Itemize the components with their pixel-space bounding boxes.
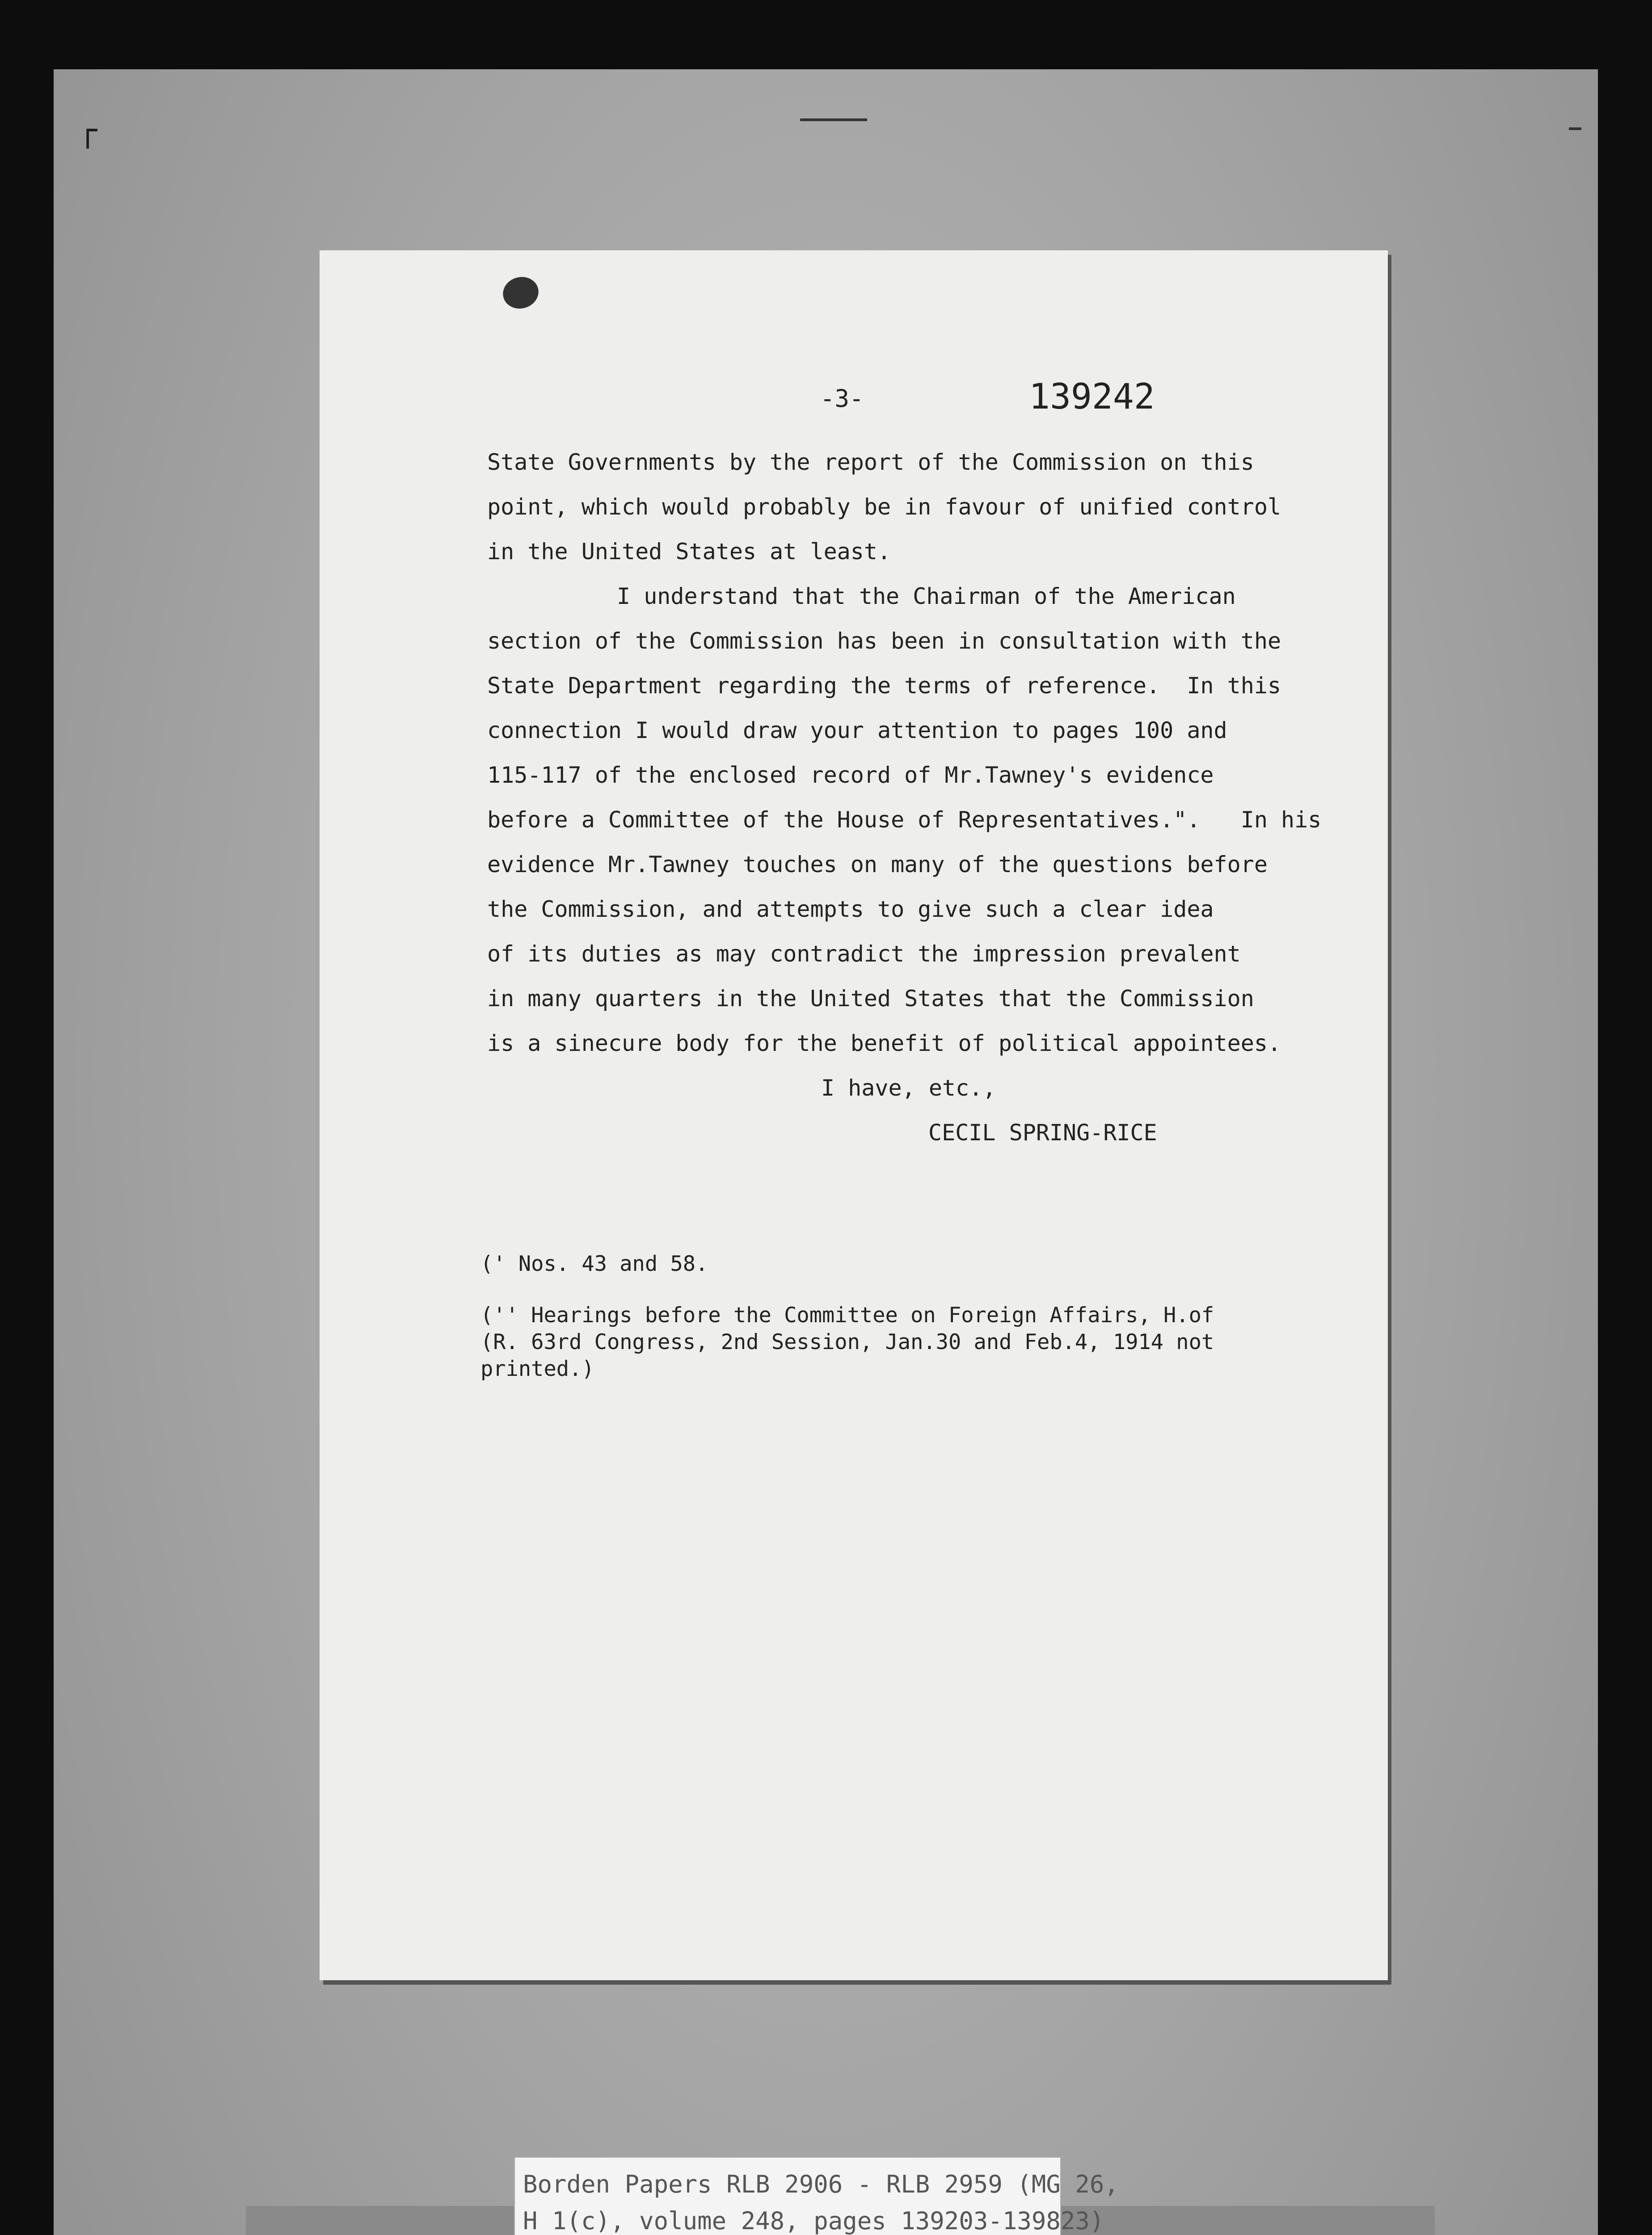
body-line: before a Committee of the House of Representatives.". In his — [487, 807, 1322, 833]
document-number: 139242 — [1029, 377, 1155, 417]
footnote: printed.) — [480, 1357, 594, 1381]
body-line: section of the Commission has been in consultation with the — [487, 628, 1281, 654]
reference-line: Borden Papers RLB 2906 - RLB 2959 (MG 26, — [523, 2170, 1119, 2198]
page-number: -3- — [820, 384, 864, 413]
body-line: the Commission, and attempts to give such a clear idea — [487, 896, 1214, 922]
edge-mark — [1569, 127, 1581, 130]
footnote: (R. 63rd Congress, 2nd Session, Jan.30 and Feb.4, 1914 not — [480, 1330, 1214, 1354]
body-line: State Governments by the report of the Commission on this — [487, 449, 1254, 475]
footnote: (' Nos. 43 and 58. — [480, 1252, 708, 1276]
body-line: of its duties as may contradict the impression prevalent — [487, 941, 1241, 967]
footnote: ('' Hearings before the Committee on Foreign Affairs, H.of — [480, 1303, 1214, 1328]
body-line: connection I would draw your attention to pages 100 and — [487, 717, 1227, 743]
reference-label — [514, 2157, 1119, 2235]
body-line: point, which would probably be in favour of unified control — [487, 494, 1281, 520]
punch-hole — [499, 273, 542, 312]
corner-mark: ┌ — [78, 112, 97, 148]
reference-line: H 1(c), volume 248, pages 139203-139823) — [523, 2207, 1104, 2235]
body-line: State Department regarding the terms of reference. In this — [487, 673, 1281, 699]
body-line: 115-117 of the enclosed record of Mr.Tawney's evidence — [487, 762, 1214, 788]
body-line: in many quarters in the United States that the Commission — [487, 986, 1254, 1012]
body-line: I understand that the Chairman of the American — [617, 583, 1236, 609]
body-line: in the United States at least. — [487, 539, 891, 565]
body-line: evidence Mr.Tawney touches on many of the questions before — [487, 852, 1268, 877]
body-line: is a sinecure body for the benefit of political appointees. — [487, 1030, 1281, 1056]
closing-line: I have, etc., — [821, 1075, 996, 1101]
edge-mark — [800, 118, 867, 121]
signature: CECIL SPRING-RICE — [928, 1120, 1157, 1146]
document-page — [320, 250, 1388, 1980]
